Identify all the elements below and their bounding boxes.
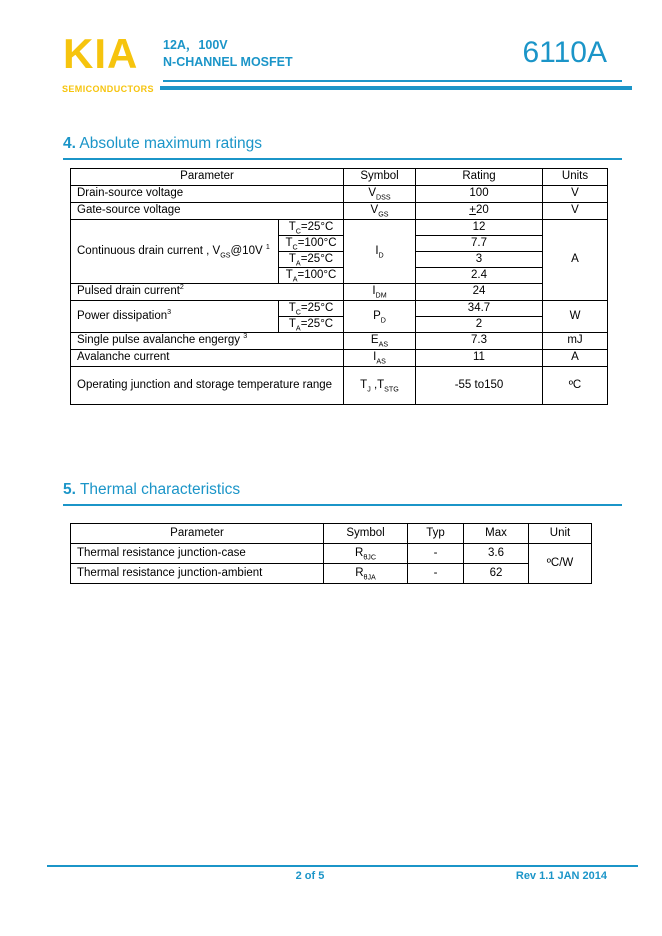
col-header-symbol: Symbol [344,169,416,186]
header-rule-thick [160,86,632,90]
thermal-table [70,523,592,584]
thermal-header-row [71,524,592,544]
cell-rating: 34.7 [416,301,543,317]
cell-unit-current: A [543,220,608,301]
cell-symbol: $I_D$ [344,220,416,284]
cell-parameter: Power dissipation$^3$ [71,301,279,333]
cell-rating: +20 [416,203,543,220]
section-title-thermal [63,481,622,506]
cell-rating: 7.7 [416,236,543,252]
footer-rule [47,865,638,867]
cell-symbol: $V_{DSS}$ [344,186,416,203]
section-title-text: Absolute maximum ratings [75,135,263,152]
cell-symbol: $R_{\theta JA}$ [324,564,408,584]
section-absolute-maximum-ratings [63,135,622,405]
col-header-typ: Typ [408,524,464,544]
cell-condition: $T_C=25^\circ C$ [279,301,344,317]
cell-condition: $T_A=25^\circ C$ [279,252,344,268]
cell-rating: 12 [416,220,543,236]
row-thermal-resistance-junction-case [71,544,592,564]
cell-condition: $T_A=25^\circ C$ [279,317,344,333]
col-header-parameter: Parameter [71,169,344,186]
row-drain-source-voltage [71,186,608,203]
col-header-units: Units [543,169,608,186]
cell-symbol: $E_{AS}$ [344,333,416,350]
cell-unit: V [543,203,608,220]
col-header-rating: Rating [416,169,543,186]
cell-shared-unit: ºC/W [529,544,592,584]
section-number: 4. [63,135,76,152]
col-header-max: Max [464,524,529,544]
cell-symbol: $T_J$ $,T_{STG}$ [344,367,416,405]
row-thermal-resistance-junction-ambient [71,564,592,584]
section-title-abs-max [63,135,622,160]
device-summary [163,37,293,71]
page-indicator: 2 of 5 [295,870,325,882]
cell-parameter: Pulsed drain current$^2$ [71,284,344,301]
cell-symbol: $V_{GS}$ [344,203,416,220]
cell-unit: V [543,186,608,203]
cell-parameter: Drain-source voltage [71,186,344,203]
cell-rating: 3 [416,252,543,268]
row-avalanche-current [71,350,608,367]
cell-unit: W [543,301,608,333]
cell-rating: 2 [416,317,543,333]
row-gate-source-voltage [71,203,608,220]
cell-rating: 2.4 [416,268,543,284]
col-header-symbol: Symbol [324,524,408,544]
cell-parameter: Gate-source voltage [71,203,344,220]
cell-max: 3.6 [464,544,529,564]
cell-parameter: Continuous drain current , $V_{GS}@10V$ $^1$ [71,220,279,284]
device-type-line: N-CHANNEL MOSFET [163,55,293,69]
cell-symbol: $P_D$ [344,301,416,333]
cell-rating: 100 [416,186,543,203]
cell-symbol: $I_{DM}$ [344,284,416,301]
cell-condition: $T_C=100^\circ C$ [279,236,344,252]
abs-max-table [70,168,608,405]
row-operating-temperature-range [71,367,608,405]
header-rule-thin [163,80,622,82]
cell-rating: 11 [416,350,543,367]
cell-unit: mJ [543,333,608,350]
row-continuous-drain-current [71,220,608,236]
cell-rating: 24 [416,284,543,301]
cell-rating: 7.3 [416,333,543,350]
cell-unit: A [543,350,608,367]
cell-typ: - [408,544,464,564]
section-number: 5. [63,481,76,498]
cell-unit: ºC [543,367,608,405]
kia-logo-subtext: SEMICONDUCTORS [62,84,154,94]
row-pulsed-drain-current [71,284,608,301]
cell-parameter: Operating junction and storage temperature range [71,367,344,405]
cell-typ: - [408,564,464,584]
device-rating-line: 12A，100V [163,38,228,52]
cell-parameter: Single pulse avalanche engergy $^3$ [71,333,344,350]
col-header-parameter: Parameter [71,524,324,544]
cell-condition: $T_C=25^\circ C$ [279,220,344,236]
cell-condition: $T_A=100^\circ C$ [279,268,344,284]
kia-logo: KIA [63,30,139,77]
cell-max: 62 [464,564,529,584]
part-number: 6110A [522,36,607,69]
abs-max-header-row [71,169,608,186]
row-power-dissipation [71,301,608,317]
row-single-pulse-avalanche-energy [71,333,608,350]
cell-rating: -55 to150 [416,367,543,405]
cell-parameter: Thermal resistance junction-case [71,544,324,564]
cell-symbol: $I_{AS}$ [344,350,416,367]
cell-parameter: Thermal resistance junction-ambient [71,564,324,584]
cell-symbol: $R_{\theta JC}$ [324,544,408,564]
col-header-unit: Unit [529,524,592,544]
cell-parameter: Avalanche current [71,350,344,367]
section-thermal-characteristics [63,481,622,584]
section-title-text: Thermal characteristics [75,481,241,498]
revision-label: Rev 1.1 JAN 2014 [515,870,607,882]
